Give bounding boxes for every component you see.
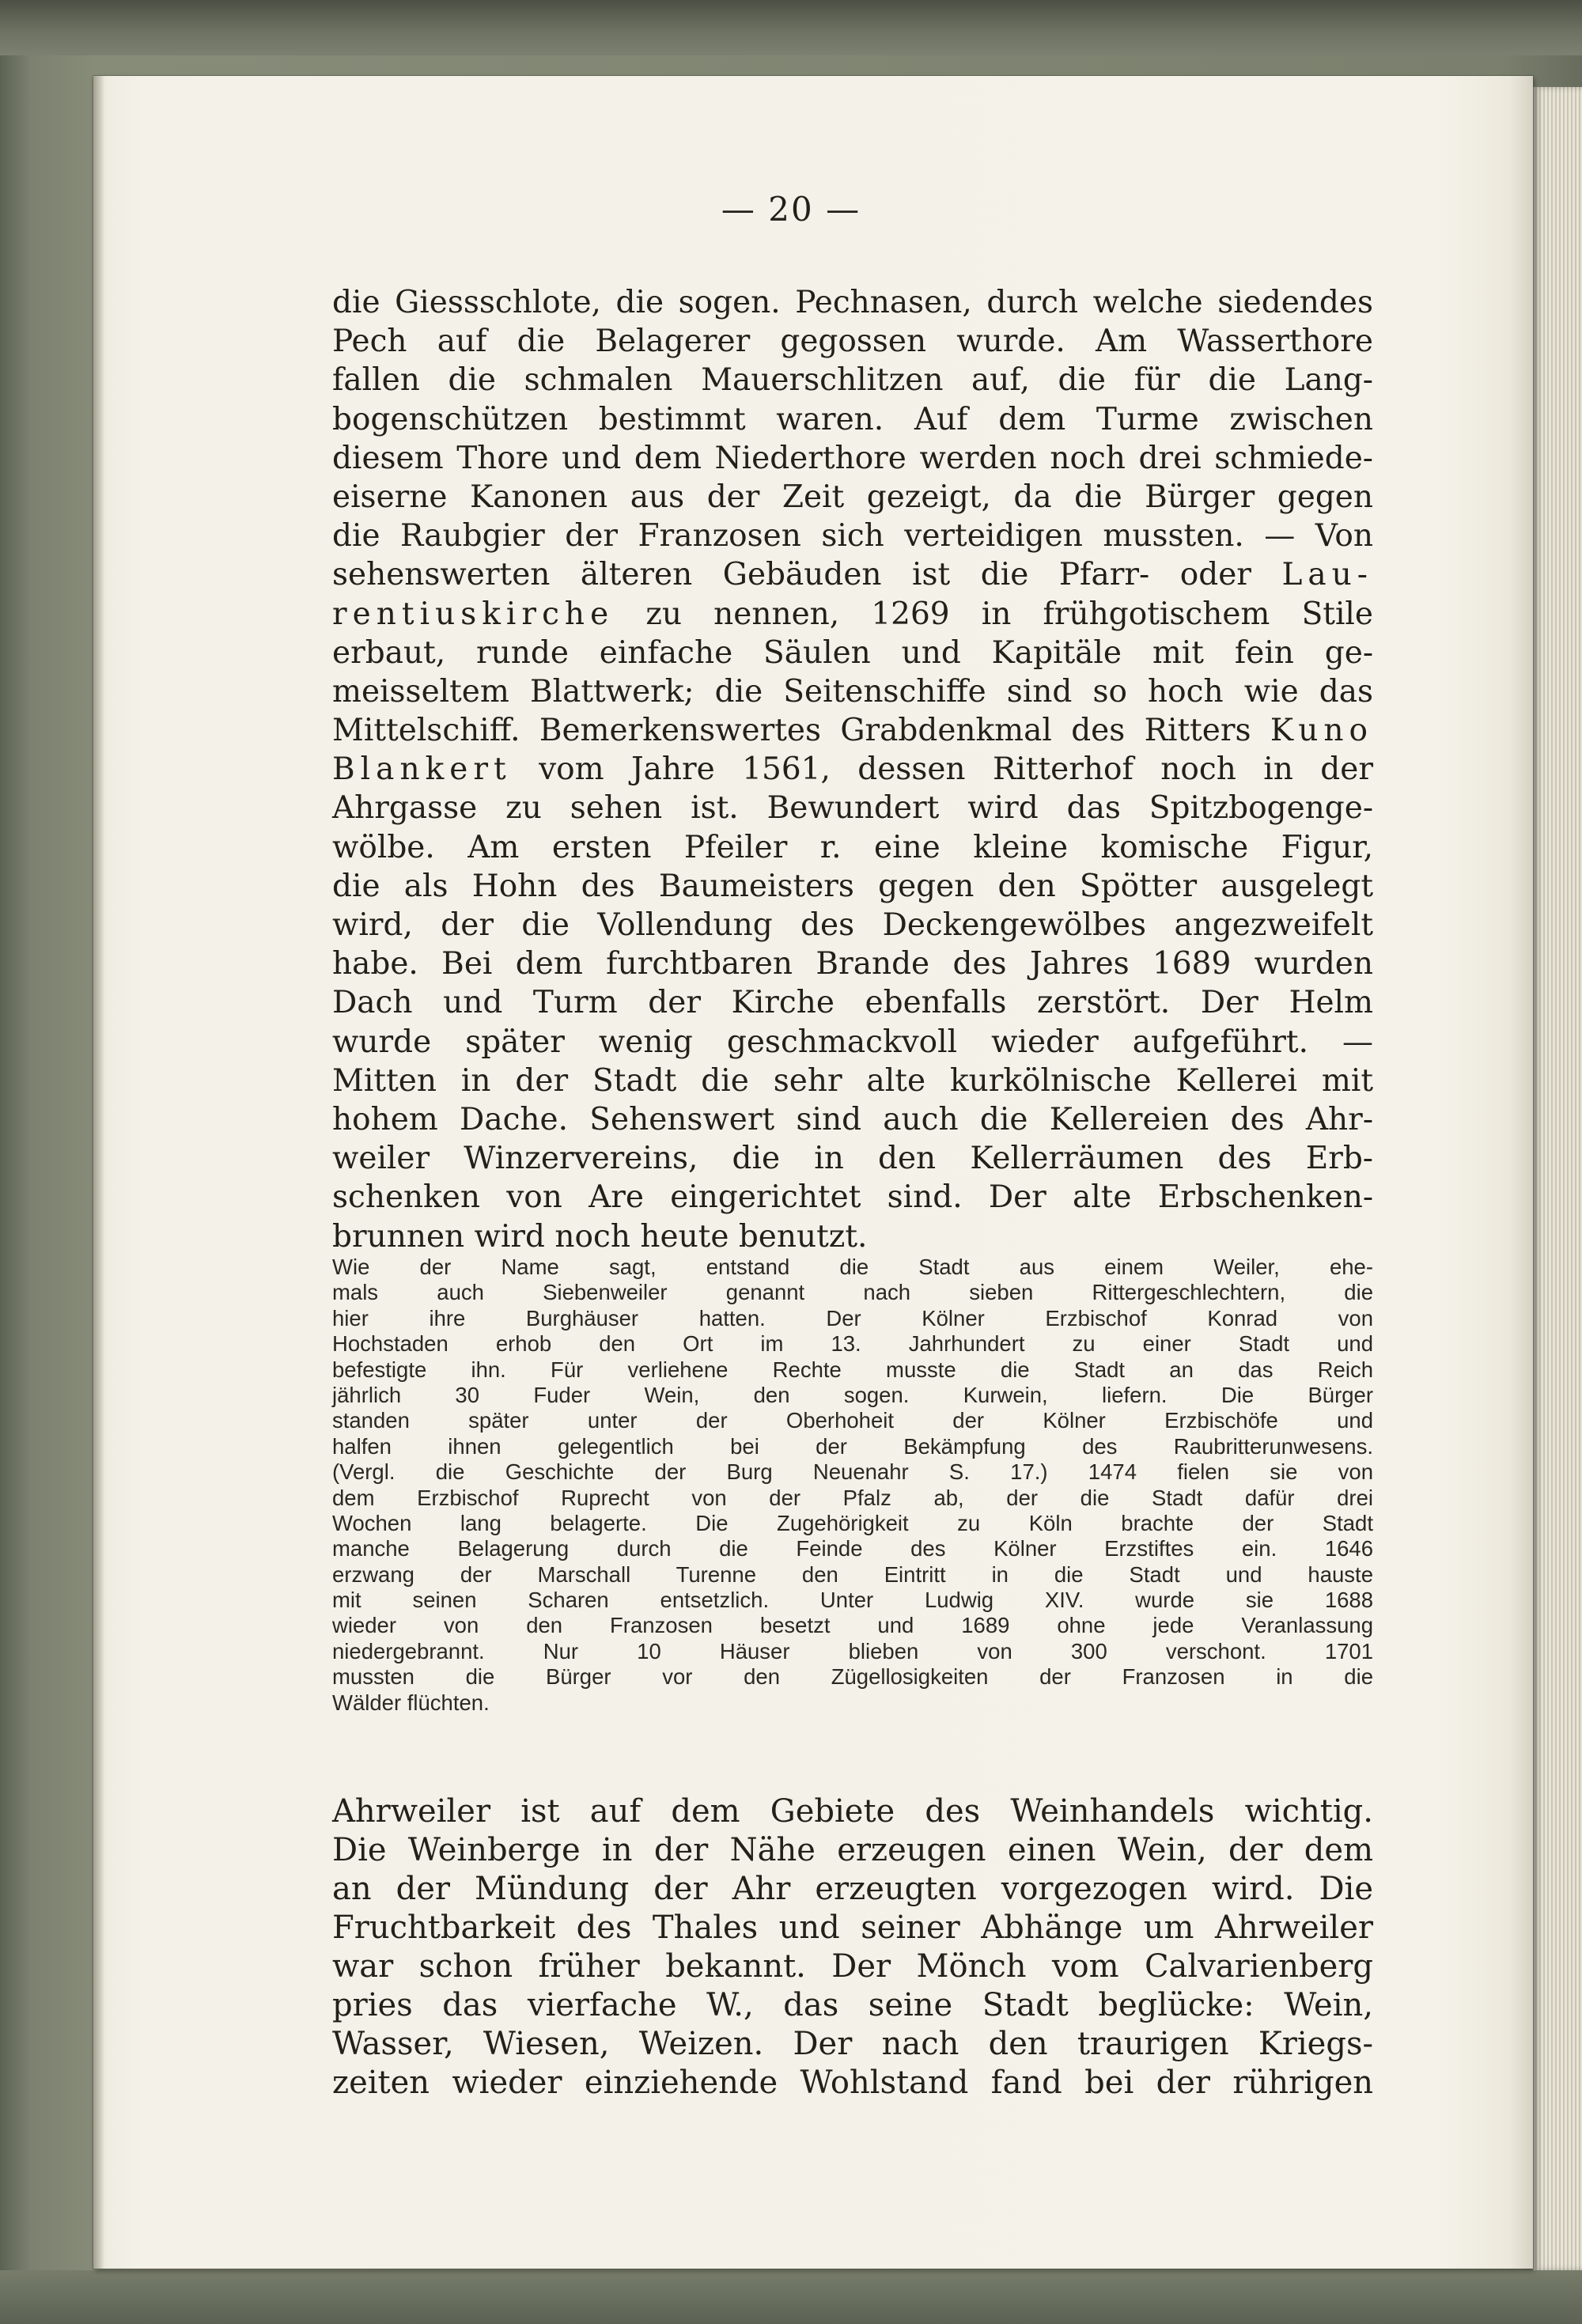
book-cover-top-edge	[0, 0, 1582, 55]
footnote-line: befestigte ihn. Für verliehene Rechte musste die Stadt an das Reich	[332, 1357, 1373, 1382]
spaced-word: Kuno	[1270, 713, 1373, 749]
spaced-word: Blankert	[332, 751, 512, 788]
text-line: eiserne Kanonen aus der Zeit gezeigt, da die Bürger gegen	[332, 479, 1373, 515]
text-line: meisseltem Blattwerk; die Seitenschiffe sind so hoch wie das	[332, 673, 1373, 710]
text-line: die Giessschlote, die sogen. Pechnasen, durch welche siedendes	[332, 285, 1373, 320]
text-line: fallen die schmalen Mauerschlitzen auf, die für die Lang-	[332, 362, 1373, 399]
footnote-line: mussten die Bürger vor den Zügellosigkeiten der Franzosen in die	[332, 1664, 1373, 1690]
footnote-line: Hochstaden erhob den Ort im 13. Jahrhundert zu einer Stadt und	[332, 1331, 1373, 1357]
text-line	[332, 555, 1373, 594]
text-line: habe. Bei dem furchtbaren Brande des Jahres 1689 wurden	[332, 946, 1373, 982]
text-line: wurde später wenig geschmackvoll wieder aufgeführt. —	[332, 1024, 1373, 1060]
footnote-line: (Vergl. die Geschichte der Burg Neuenahr S. 17.) 1474 fielen sie von	[332, 1459, 1373, 1485]
footnote-line: jährlich 30 Fuder Wein, den sogen. Kurwein, liefern. Die Bürger	[332, 1382, 1373, 1407]
text-line: war schon früher bekannt. Der Mönch vom Calvarienberg	[332, 1948, 1373, 1985]
footnote-line: wieder von den Franzosen besetzt und 1689 ohne jede Veranlassung	[332, 1613, 1373, 1638]
footnote-line: erzwang der Marschall Turenne den Eintritt in die Stadt und hauste	[332, 1561, 1373, 1587]
text-line: schenken von Are eingerichtet sind. Der alte Erbschenken-	[332, 1179, 1373, 1216]
second-paragraph-text	[332, 1792, 1373, 2103]
text-line: an der Mündung der Ahr erzeugten vorgezogen wird. Die	[332, 1871, 1373, 1907]
text-line: zeiten wieder einziehende Wohlstand fand bei der rührigen	[332, 2065, 1373, 2101]
text-line	[332, 595, 1373, 634]
spaced-word: Lau-	[1281, 557, 1373, 593]
page-edges	[1533, 87, 1582, 2270]
footnote-line: halfen ihnen gelegentlich bei der Bekämpfung des Raubritterunwesens.	[332, 1433, 1373, 1459]
text-line: Wasser, Wiesen, Weizen. Der nach den traurigen Kriegs-	[332, 2026, 1373, 2062]
text-fragment: vom Jahre 1561, dessen Ritterhof noch in der	[539, 751, 1373, 788]
footnote-line: Wälder flüchten.	[332, 1690, 490, 1715]
text-line: Die Weinberge in der Nähe erzeugen einen Wein, der dem	[332, 1832, 1373, 1868]
text-line: brunnen wird noch heute benutzt.	[332, 1218, 868, 1255]
text-line: diesem Thore und dem Niederthore werden noch drei schmiede-	[332, 440, 1373, 476]
footnote-line: manche Belagerung durch die Feinde des Kölner Erzstiftes ein. 1646	[332, 1536, 1373, 1561]
text-line: Mitten in der Stadt die sehr alte kurkölnische Kellerei mit	[332, 1062, 1373, 1099]
book-cover-bottom-edge	[0, 2270, 1582, 2324]
text-line: Ahrweiler ist auf dem Gebiete des Weinhandels wichtig.	[332, 1793, 1373, 1830]
footnote-line: mals auch Siebenweiler genannt nach sieben Rittergeschlechtern, die	[332, 1280, 1373, 1305]
footnote-text	[332, 1255, 1373, 1716]
text-line: wird, der die Vollendung des Deckengewölbes angezweifelt	[332, 907, 1373, 943]
text-line: erbaut, runde einfache Säulen und Kapitäle mit fein ge-	[332, 634, 1373, 671]
text-fragment: zu nennen, 1269 in frühgotischem Stile	[645, 596, 1373, 632]
text-line	[332, 750, 1373, 789]
text-line: bogenschützen bestimmt waren. Auf dem Turme zwischen	[332, 401, 1373, 437]
text-line: weiler Winzervereins, die in den Kellerräumen des Erb-	[332, 1141, 1373, 1177]
footnote-line: niedergebrannt. Nur 10 Häuser blieben von 300 verschont. 1701	[332, 1638, 1373, 1664]
text-line: Fruchtbarkeit des Thales und seiner Abhänge um Ahrweiler	[332, 1910, 1373, 1946]
footnote-line: Wochen lang belagerte. Die Zugehörigkeit zu Köln brachte der Stadt	[332, 1510, 1373, 1535]
text-line: wölbe. Am ersten Pfeiler r. eine kleine komische Figur,	[332, 829, 1373, 865]
main-body-text	[332, 283, 1373, 1256]
text-line: hohem Dache. Sehenswert sind auch die Kellereien des Ahr-	[332, 1101, 1373, 1137]
footnote-line: dem Erzbischof Ruprecht von der Pfalz ab, der die Stadt dafür drei	[332, 1485, 1373, 1510]
page-number: — 20 —	[721, 190, 861, 229]
page-gutter-shadow	[93, 76, 104, 2269]
text-line: die Raubgier der Franzosen sich verteidigen mussten. — Von	[332, 518, 1373, 555]
text-line	[332, 711, 1373, 750]
spaced-word: rentiuskirche	[332, 596, 615, 632]
text-line: Dach und Turm der Kirche ebenfalls zerstört. Der Helm	[332, 985, 1373, 1021]
text-line: Ahrgasse zu sehen ist. Bewundert wird das Spitzbogenge-	[332, 790, 1373, 827]
text-fragment: sehenswerten älteren Gebäuden ist die Pfarr- oder	[332, 557, 1251, 593]
text-fragment: Mittelschiff. Bemerkenswertes Grabdenkmal des Ritters	[332, 713, 1251, 749]
text-line: Pech auf die Belagerer gegossen wurde. Am Wasserthore	[332, 324, 1373, 360]
footnote-line: Wie der Name sagt, entstand die Stadt aus einem Weiler, ehe-	[332, 1255, 1373, 1279]
footnote-line: standen später unter der Oberhoheit der Kölner Erzbischöfe und	[332, 1408, 1373, 1433]
text-line: pries das vierfache W., das seine Stadt beglücke: Wein,	[332, 1987, 1373, 2023]
footnote-line: hier ihre Burghäuser hatten. Der Kölner Erzbischof Konrad von	[332, 1305, 1373, 1330]
text-line: die als Hohn des Baumeisters gegen den Spötter ausgelegt	[332, 868, 1373, 904]
footnote-line: mit seinen Scharen entsetzlich. Unter Ludwig XIV. wurde sie 1688	[332, 1588, 1373, 1613]
